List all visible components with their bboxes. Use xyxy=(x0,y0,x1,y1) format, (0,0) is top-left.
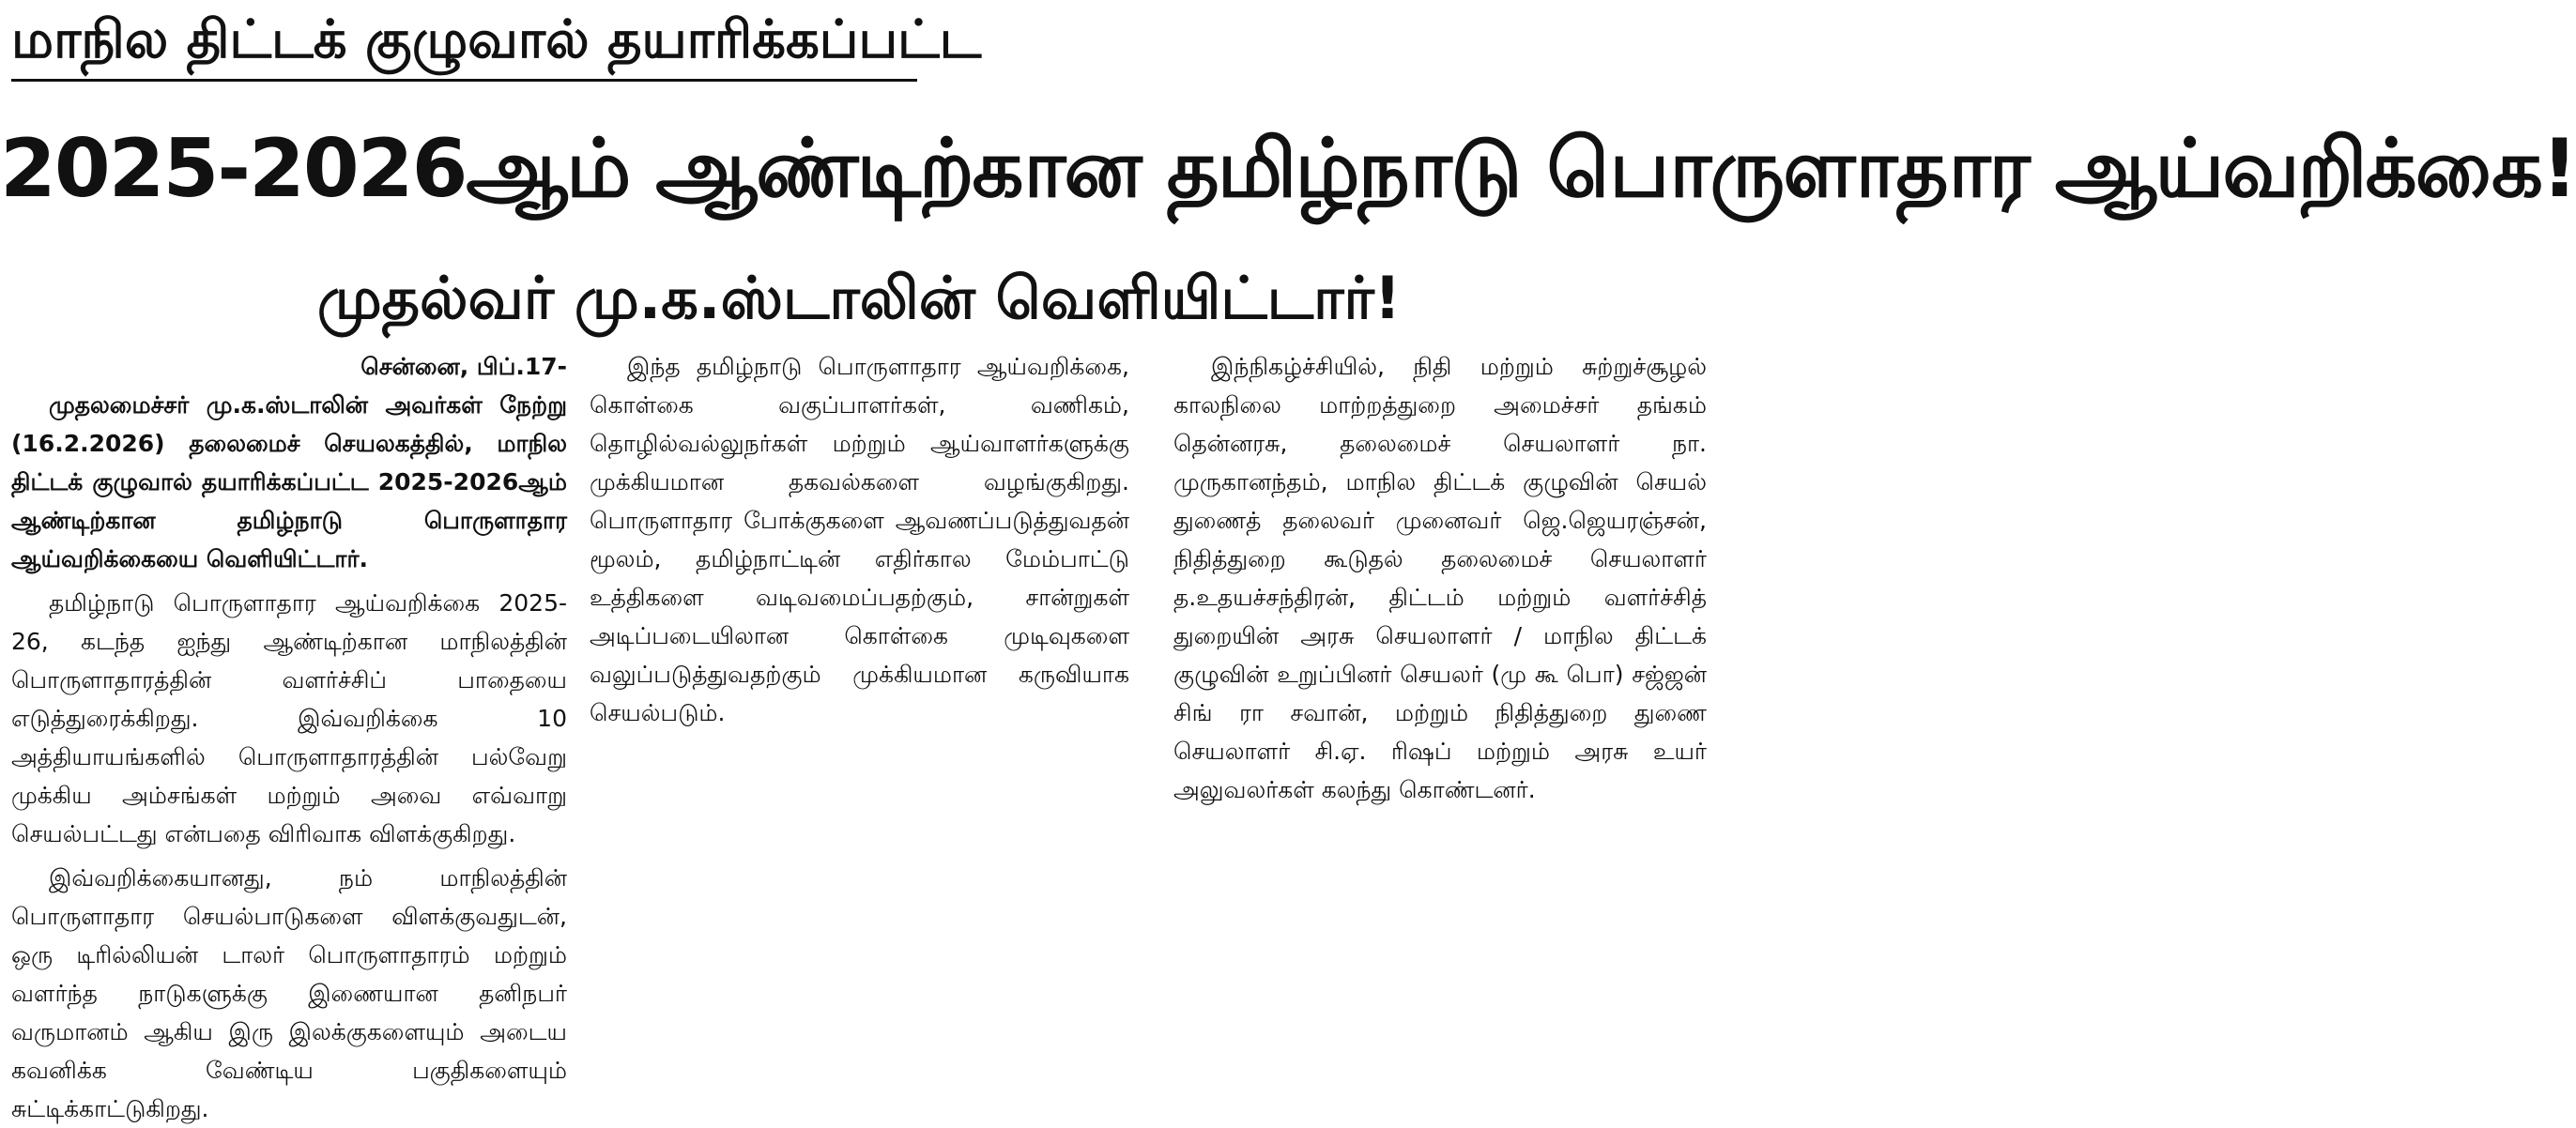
main-headline: 2025-2026ஆம் ஆண்டிற்கான தமிழ்நாடு பொருளாதார ஆய்வறிக்கை! xyxy=(0,122,2576,216)
article-column-1 xyxy=(11,347,567,1122)
lead-paragraph: முதலமைச்சர் மு.க.ஸ்டாலின் அவர்கள் நேற்று (16.2.2026) தலைமைச் செயலகத்தில், மாநில திட்டக் குழுவால் தயாரிக்கப்பட்ட 2025-2026ஆம் ஆண்டிற்கான தமிழ்நாடு பொருளாதார ஆய்வறிக்கையை வெளியிட்டார். xyxy=(11,391,567,572)
body-paragraph: இந்நிகழ்ச்சியில், நிதி மற்றும் சுற்றுச்சூழல் காலநிலை மாற்றத்துறை அமைச்சர் தங்கம் தென்னரசு, தலைமைச் செயலாளர் நா. முருகானந்தம், மாநில திட்டக் குழுவின் செயல் துணைத் தலைவர் முனைவர் ஜெ.ஜெயரஞ்சன், நிதித்துறை கூடுதல் தலைமைச் செயலாளர் த.உதயச்சந்திரன், திட்டம் மற்றும் வளர்ச்சித் துறையின் அரசு செயலாளர் / மாநில திட்டக் குழுவின் உறுப்பினர் செயலர் (மு கூ பொ) சஜ்ஜன் சிங் ரா சவான், மற்றும் நிதித்துறை துணை செயலாளர் சி.ஏ. ரிஷப் மற்றும் அரசு உயர் அலுவலர்கள் கலந்து கொண்டனர். xyxy=(1173,353,1707,803)
body-paragraph: இவ்வறிக்கையானது, நம் மாநிலத்தின் பொருளாதார செயல்பாடுகளை விளக்குவதுடன், ஒரு டிரில்லியன் டாலர் பொருளாதாரம் மற்றும் வளர்ந்த நாடுகளுக்கு இணையான தனிநபர் வருமானம் ஆகிய இரு இலக்குகளையும் அடைய கவனிக்க வேண்டிய பகுதிகளையும் சுட்டிக்காட்டுகிறது. xyxy=(11,864,567,1122)
article-column-2 xyxy=(590,347,1129,1018)
body-paragraph: தமிழ்நாடு பொருளாதார ஆய்வறிக்கை 2025-26, கடந்த ஐந்து ஆண்டிற்கான மாநிலத்தின் பொருளாதாரத்தின் வளர்ச்சிப் பாதையை எடுத்துரைக்கிறது. இவ்வறிக்கை 10 அத்தியாயங்களில் பொருளாதாரத்தின் பல்வேறு முக்கிய அம்சங்கள் மற்றும் அவை எவ்வாறு செயல்பட்டது என்பதை விரிவாக விளக்குகிறது. xyxy=(11,589,567,847)
sub-headline: முதல்வர் மு.க.ஸ்டாலின் வெளியிட்டார்! xyxy=(316,264,1402,332)
body-paragraph: இந்த தமிழ்நாடு பொருளாதார ஆய்வறிக்கை, கொள்கை வகுப்பாளர்கள், வணிகம், தொழில்வல்லுநர்கள் மற்றும் ஆய்வாளர்களுக்கு முக்கியமான தகவல்களை வழங்குகிறது. பொருளாதார போக்குகளை ஆவணப்படுத்துவதன் மூலம், தமிழ்நாட்டின் எதிர்கால மேம்பாட்டு உத்திகளை வடிவமைப்பதற்கும், சான்றுகள் அடிப்படையிலான கொள்கை முடிவுகளை வலுப்படுத்துவதற்கும் முக்கியமான கருவியாக செயல்படும். xyxy=(590,353,1129,726)
dateline: சென்னை, பிப்.17- xyxy=(360,353,567,380)
kicker-heading: மாநில திட்டக் குழுவால் தயாரிக்கப்பட்ட xyxy=(11,9,982,70)
article-column-3 xyxy=(1173,347,1707,1018)
kicker-underline xyxy=(11,79,917,82)
